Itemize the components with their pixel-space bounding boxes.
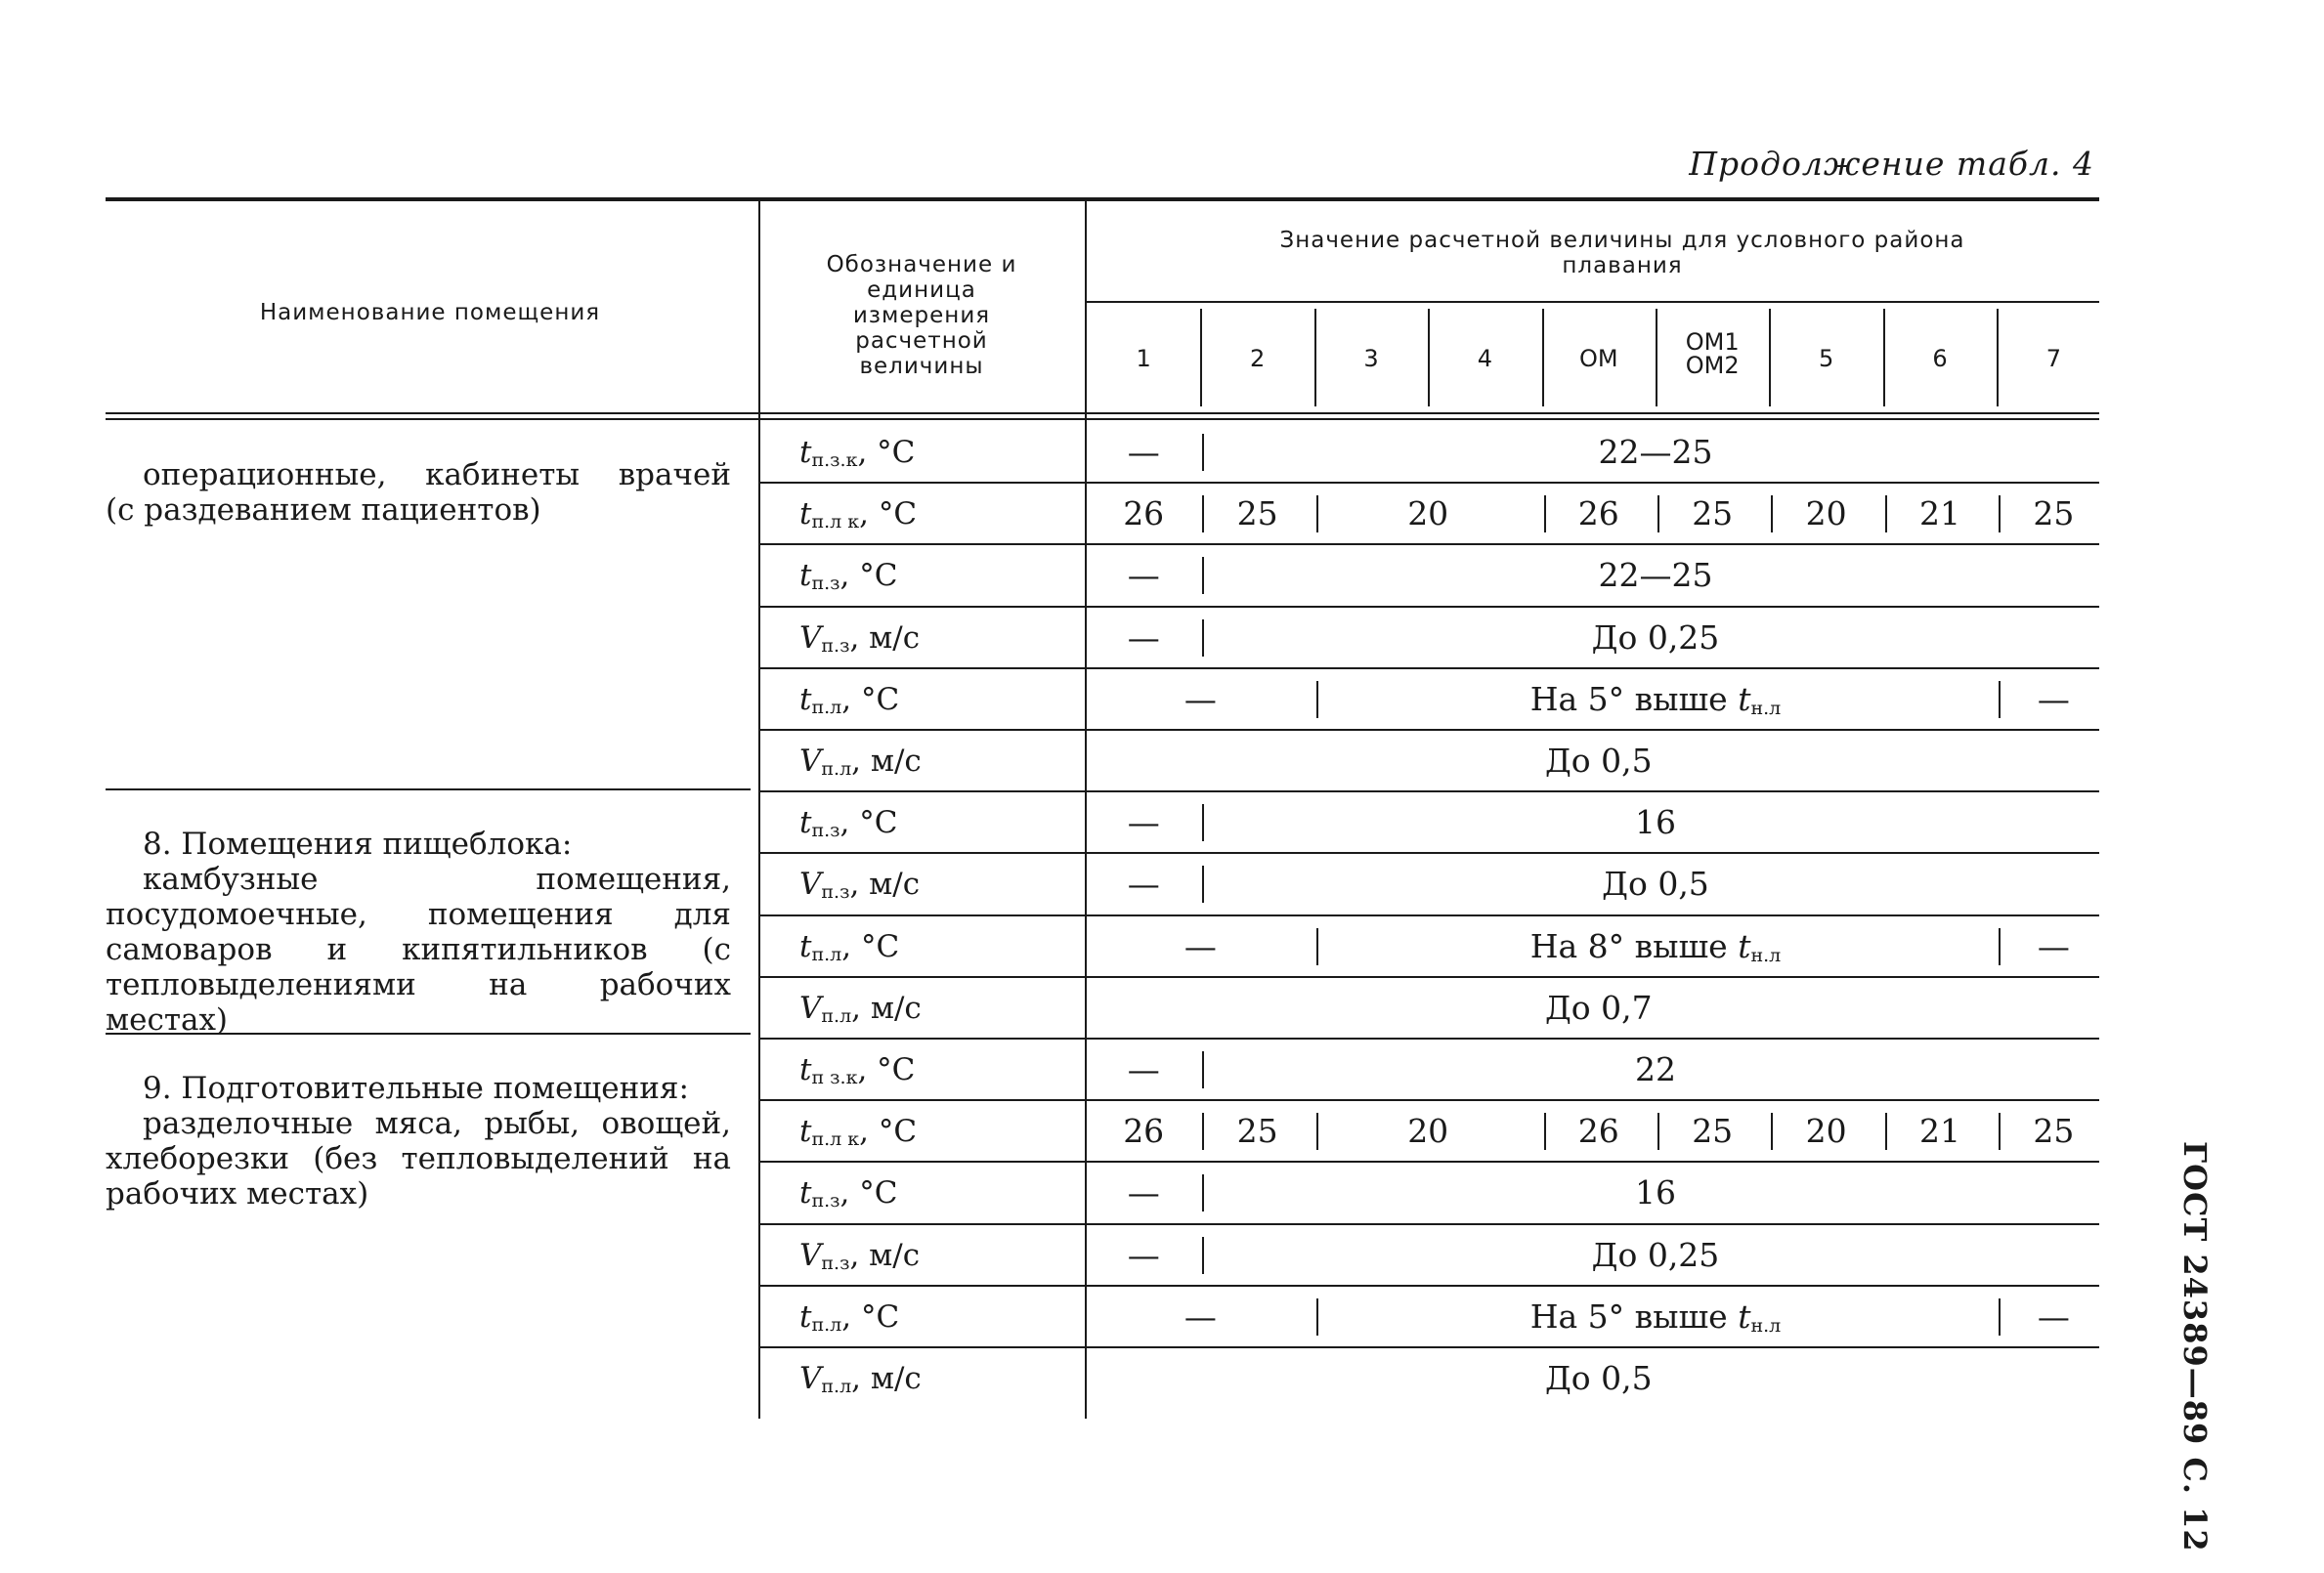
cell-divider bbox=[1202, 866, 1204, 903]
value-cell: 25 bbox=[2033, 494, 2075, 533]
quantity-symbol: $t_{п.з.к}$, °C bbox=[799, 435, 916, 471]
group-text-first: 8. Помещения пищеблока: bbox=[143, 827, 573, 862]
region-header: 6 bbox=[1932, 345, 1948, 372]
quantity-symbol: $t_{п.л}$, °C bbox=[799, 928, 900, 965]
value-cell: 20 bbox=[1805, 1112, 1847, 1151]
cell-divider bbox=[1771, 495, 1773, 532]
table-row bbox=[0, 422, 2324, 483]
header-symbol: Обозначение и единица измерения расчетной величины bbox=[826, 252, 1017, 379]
region-header: 3 bbox=[1363, 345, 1379, 372]
quantity-symbol: $t_{п з.к}$, °C bbox=[799, 1052, 916, 1088]
cell-divider bbox=[1544, 495, 1546, 532]
value-cell: На 8° выше $t_{н.л}$ bbox=[1529, 926, 1782, 966]
group-text-first: 9. Подготовительные помещения: bbox=[143, 1071, 689, 1106]
value-cell: — bbox=[2037, 679, 2070, 718]
cell-divider bbox=[1999, 928, 2001, 965]
top-rule bbox=[106, 197, 2099, 201]
table-row bbox=[0, 608, 2324, 668]
table-row bbox=[0, 484, 2324, 544]
cell-divider bbox=[1202, 804, 1204, 841]
cell-divider bbox=[1202, 1113, 1204, 1150]
table-row bbox=[0, 669, 2324, 730]
value-cell: 16 bbox=[1634, 803, 1676, 842]
group-text-rest: разделочные мяса, рыбы, овощей, хлеборезки (без тепловыделений на рабочих местах) bbox=[106, 1106, 731, 1212]
group-text-first: операционные, кабинеты врачей bbox=[143, 457, 731, 492]
table-caption: Продолжение табл. 4 bbox=[1689, 145, 2094, 183]
region-header-divider bbox=[1314, 309, 1316, 406]
value-cell: 26 bbox=[1123, 494, 1165, 533]
cell-divider bbox=[1202, 1174, 1204, 1212]
cell-divider bbox=[1544, 1113, 1546, 1150]
value-cell: До 0,25 bbox=[1591, 1235, 1720, 1274]
group-text-rest: (с раздеванием пациентов) bbox=[106, 492, 541, 528]
table-row bbox=[0, 1163, 2324, 1223]
value-cell: На 5° выше $t_{н.л}$ bbox=[1529, 1297, 1782, 1337]
region-header-rule bbox=[1087, 301, 2099, 303]
value-cell: До 0,7 bbox=[1544, 988, 1653, 1027]
cell-divider bbox=[1316, 1113, 1318, 1150]
value-cell: 22 bbox=[1634, 1050, 1676, 1088]
table-row bbox=[0, 916, 2324, 977]
value-cell: — bbox=[1127, 803, 1160, 842]
value-cell: 26 bbox=[1577, 494, 1619, 533]
value-cell: 16 bbox=[1634, 1173, 1676, 1212]
header-room-name: Наименование помещения bbox=[259, 300, 601, 325]
region-header: 7 bbox=[2045, 345, 2062, 372]
value-cell: 25 bbox=[1692, 494, 1734, 533]
table-row bbox=[0, 1101, 2324, 1162]
value-cell: 25 bbox=[1692, 1112, 1734, 1151]
quantity-symbol: $t_{п.л к}$, °C bbox=[799, 1114, 918, 1151]
cell-divider bbox=[1885, 1113, 1887, 1150]
table-row bbox=[0, 731, 2324, 791]
quantity-symbol: $V_{п.з}$, м/с bbox=[799, 1237, 921, 1274]
cell-divider bbox=[1657, 495, 1659, 532]
quantity-symbol: $t_{п.л к}$, °C bbox=[799, 496, 918, 533]
table-row bbox=[0, 1225, 2324, 1286]
quantity-symbol: $V_{п.з}$, м/с bbox=[799, 619, 921, 657]
cell-divider bbox=[1202, 434, 1204, 471]
value-cell: До 0,5 bbox=[1544, 1359, 1653, 1397]
region-header: 2 bbox=[1249, 345, 1266, 372]
quantity-symbol: $t_{п.л}$, °C bbox=[799, 681, 900, 718]
table-row bbox=[0, 854, 2324, 914]
value-cell: До 0,5 bbox=[1602, 865, 1709, 904]
cell-divider bbox=[1316, 681, 1318, 718]
value-cell: — bbox=[1184, 926, 1217, 965]
table-row bbox=[0, 1040, 2324, 1100]
cell-divider bbox=[1202, 495, 1204, 532]
quantity-symbol: $V_{п.л}$, м/с bbox=[799, 1361, 922, 1397]
value-cell: 22—25 bbox=[1598, 433, 1713, 471]
value-cell: — bbox=[2037, 1297, 2070, 1336]
value-cell: — bbox=[2037, 926, 2070, 965]
cell-divider bbox=[1771, 1113, 1773, 1150]
cell-divider bbox=[1316, 1298, 1318, 1336]
table-row bbox=[0, 545, 2324, 606]
value-cell: — bbox=[1127, 556, 1160, 595]
value-cell: — bbox=[1127, 1050, 1160, 1088]
value-cell: 20 bbox=[1407, 494, 1449, 533]
cell-divider bbox=[1657, 1113, 1659, 1150]
group-text-rest: камбузные помещения, посудомоечные, помещения для самоваров и кипятильников (с тепловыделениями на рабочих местах) bbox=[106, 862, 731, 1038]
header-values: Значение расчетной величины для условного района плавания bbox=[1279, 228, 1965, 278]
value-cell: 25 bbox=[1236, 494, 1278, 533]
cell-divider bbox=[1999, 495, 2001, 532]
table-row bbox=[0, 1287, 2324, 1347]
value-cell: 21 bbox=[1918, 494, 1960, 533]
region-header-divider bbox=[1200, 309, 1202, 406]
cell-divider bbox=[1999, 681, 2001, 718]
document-id-label: ГОСТ 24389—89 С. 12 bbox=[2176, 1141, 2214, 1552]
value-cell: — bbox=[1127, 433, 1160, 471]
table-row bbox=[0, 792, 2324, 853]
quantity-symbol: $V_{п.л}$, м/с bbox=[799, 744, 922, 780]
value-cell: 21 bbox=[1918, 1112, 1960, 1151]
region-header: ОМ bbox=[1578, 345, 1618, 372]
value-cell: — bbox=[1127, 1235, 1160, 1274]
cell-divider bbox=[1202, 1237, 1204, 1274]
cell-divider bbox=[1999, 1113, 2001, 1150]
value-cell: До 0,25 bbox=[1591, 617, 1720, 657]
region-header-divider bbox=[1656, 309, 1657, 406]
value-cell: — bbox=[1127, 1173, 1160, 1212]
header-rule bbox=[106, 412, 2099, 414]
value-cell: — bbox=[1127, 865, 1160, 904]
region-header-divider bbox=[1769, 309, 1771, 406]
quantity-symbol: $t_{п.з}$, °C bbox=[799, 1175, 898, 1212]
value-cell: 25 bbox=[1236, 1112, 1278, 1151]
region-header: 4 bbox=[1477, 345, 1493, 372]
table-row bbox=[0, 1348, 2324, 1409]
region-header-divider bbox=[1428, 309, 1430, 406]
value-cell: — bbox=[1127, 617, 1160, 657]
region-header-divider bbox=[1997, 309, 1999, 406]
value-cell: 20 bbox=[1407, 1112, 1449, 1151]
cell-divider bbox=[1316, 495, 1318, 532]
cell-divider bbox=[1202, 1051, 1204, 1088]
quantity-symbol: $V_{п.з}$, м/с bbox=[799, 867, 921, 904]
value-cell: — bbox=[1184, 679, 1217, 718]
value-cell: — bbox=[1184, 1297, 1217, 1336]
table-row bbox=[0, 978, 2324, 1039]
cell-divider bbox=[1885, 495, 1887, 532]
value-cell: 26 bbox=[1123, 1112, 1165, 1151]
region-header: ОМ1 ОМ2 bbox=[1685, 328, 1740, 379]
region-header-divider bbox=[1542, 309, 1544, 406]
quantity-symbol: $t_{п.л}$, °C bbox=[799, 1298, 900, 1336]
quantity-symbol: $t_{п.з}$, °C bbox=[799, 805, 898, 842]
header-rule-double bbox=[106, 418, 2099, 420]
value-cell: 22—25 bbox=[1598, 556, 1713, 595]
value-cell: 26 bbox=[1577, 1112, 1619, 1151]
value-cell: На 5° выше $t_{н.л}$ bbox=[1529, 679, 1782, 719]
cell-divider bbox=[1202, 557, 1204, 594]
cell-divider bbox=[1999, 1298, 2001, 1336]
value-cell: 25 bbox=[2033, 1112, 2075, 1151]
cell-divider bbox=[1316, 928, 1318, 965]
quantity-symbol: $V_{п.л}$, м/с bbox=[799, 990, 922, 1027]
quantity-symbol: $t_{п.з}$, °C bbox=[799, 558, 898, 595]
region-header: 5 bbox=[1818, 345, 1834, 372]
value-cell: 20 bbox=[1805, 494, 1847, 533]
value-cell: До 0,5 bbox=[1544, 742, 1653, 780]
region-header-divider bbox=[1883, 309, 1885, 406]
region-header: 1 bbox=[1136, 345, 1151, 372]
cell-divider bbox=[1202, 619, 1204, 657]
